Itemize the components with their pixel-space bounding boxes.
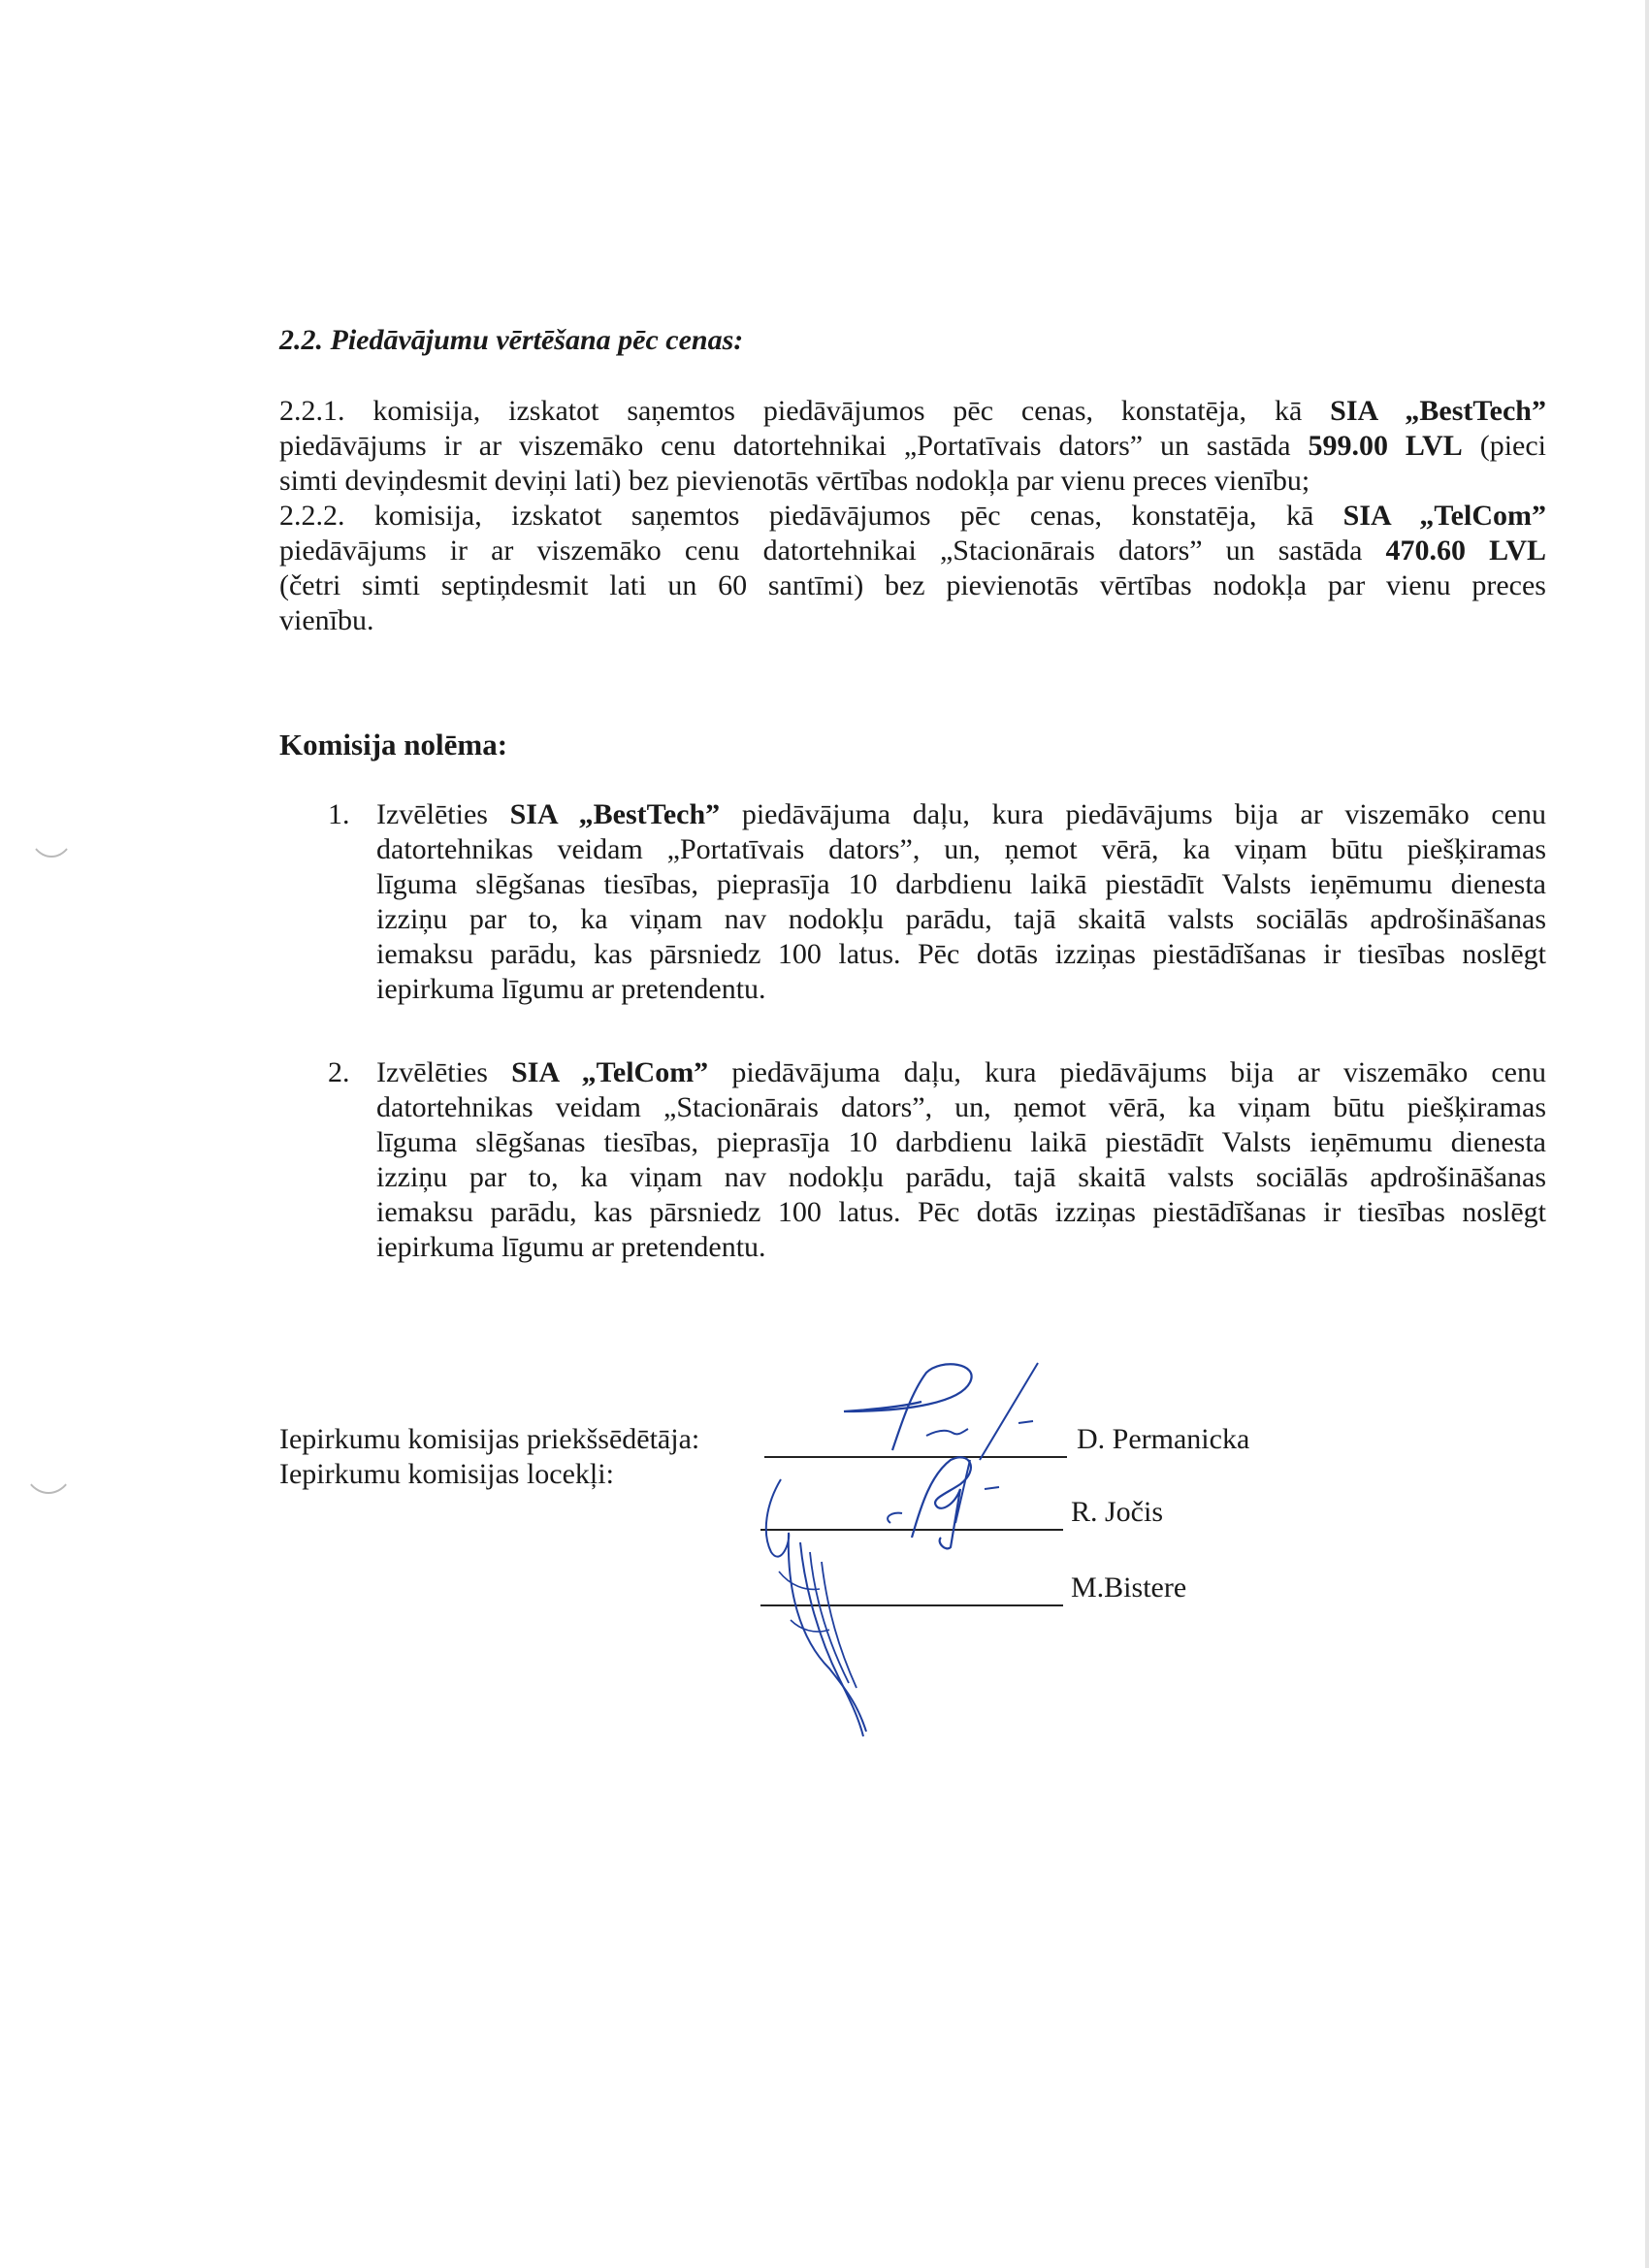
member2-handwritten-signature bbox=[752, 1474, 907, 1746]
member2-name: M.Bistere bbox=[1071, 1571, 1187, 1604]
text-line: vienību. bbox=[279, 604, 374, 636]
text-line: iepirkuma līgumu ar pretendentu. bbox=[376, 973, 766, 1005]
text-line: datortehnikas veidam „Portatīvais dators”, un, ņemot vērā, ka viņam būtu piešķiramas bbox=[376, 833, 1546, 865]
punch-hole-mark bbox=[21, 1426, 76, 1494]
scan-edge-shadow bbox=[1645, 0, 1649, 2268]
section-heading: 2.2. Piedāvājumu vērtēšana pēc cenas: bbox=[279, 324, 744, 356]
text-line: (četri simti septiņdesmit lati un 60 santīmi) bez pievienotās vērtības nodokļa par vienu preces bbox=[279, 569, 1546, 601]
text-line: piedāvājums ir ar viszemāko cenu datortehnikai „Portatīvais dators” un sastāda 599.00 LVL (pieci bbox=[279, 430, 1546, 462]
decision-heading: Komisija nolēma: bbox=[279, 728, 508, 761]
text-line: līguma slēgšanas tiesības, pieprasīja 10 darbdienu laikā piestādīt Valsts ieņēmumu dienesta bbox=[376, 868, 1546, 900]
text-line: Izvēlēties SIA „TelCom” piedāvājuma daļu, kura piedāvājums bija ar viszemāko cenu bbox=[376, 1056, 1546, 1088]
text-line: iepirkuma līgumu ar pretendentu. bbox=[376, 1231, 766, 1263]
text-line: datortehnikas veidam „Stacionārais dators”, un, ņemot vērā, ka viņam būtu piešķiramas bbox=[376, 1091, 1546, 1123]
text-line: Izvēlēties SIA „BestTech” piedāvājuma daļu, kura piedāvājums bija ar viszemāko cenu bbox=[376, 798, 1546, 830]
text-line: simti deviņdesmit deviņi lati) bez pievienotās vērtības nodokļa par vienu preces vienību; bbox=[279, 465, 1310, 497]
text-line: līguma slēgšanas tiesības, pieprasīja 10 darbdienu laikā piestādīt Valsts ieņēmumu dienesta bbox=[376, 1126, 1546, 1158]
text-line: 2.2.1. komisija, izskatot saņemtos piedāvājumos pēc cenas, konstatēja, kā SIA „BestTech” bbox=[279, 395, 1546, 427]
item-number: 1. bbox=[328, 798, 350, 830]
punch-hole-mark bbox=[27, 795, 76, 858]
chair-name: D. Permanicka bbox=[1077, 1423, 1250, 1455]
text-line: iemaksu parādu, kas pārsniedz 100 latus. Pēc dotās izziņas piestādīšanas ir tiesības noslēgt bbox=[376, 1196, 1546, 1228]
text-line: iemaksu parādu, kas pārsniedz 100 latus. Pēc dotās izziņas piestādīšanas ir tiesības noslēgt bbox=[376, 938, 1546, 970]
text-line: izziņu par to, ka viņam nav nodokļu parādu, tajā skaitā valsts sociālās apdrošināšanas bbox=[376, 1161, 1546, 1193]
item-number: 2. bbox=[328, 1056, 350, 1088]
members-label: Iepirkumu komisijas locekļi: bbox=[279, 1458, 614, 1490]
chair-label: Iepirkumu komisijas priekšsēdētāja: bbox=[279, 1423, 700, 1455]
text-line: 2.2.2. komisija, izskatot saņemtos piedāvājumos pēc cenas, konstatēja, kā SIA „TelCom” bbox=[279, 500, 1546, 532]
text-line: izziņu par to, ka viņam nav nodokļu parādu, tajā skaitā valsts sociālās apdrošināšanas bbox=[376, 903, 1546, 935]
text-line: piedāvājums ir ar viszemāko cenu datortehnikai „Stacionārais dators” un sastāda 470.60 LVL bbox=[279, 535, 1546, 567]
member1-name: R. Jočis bbox=[1071, 1496, 1164, 1528]
